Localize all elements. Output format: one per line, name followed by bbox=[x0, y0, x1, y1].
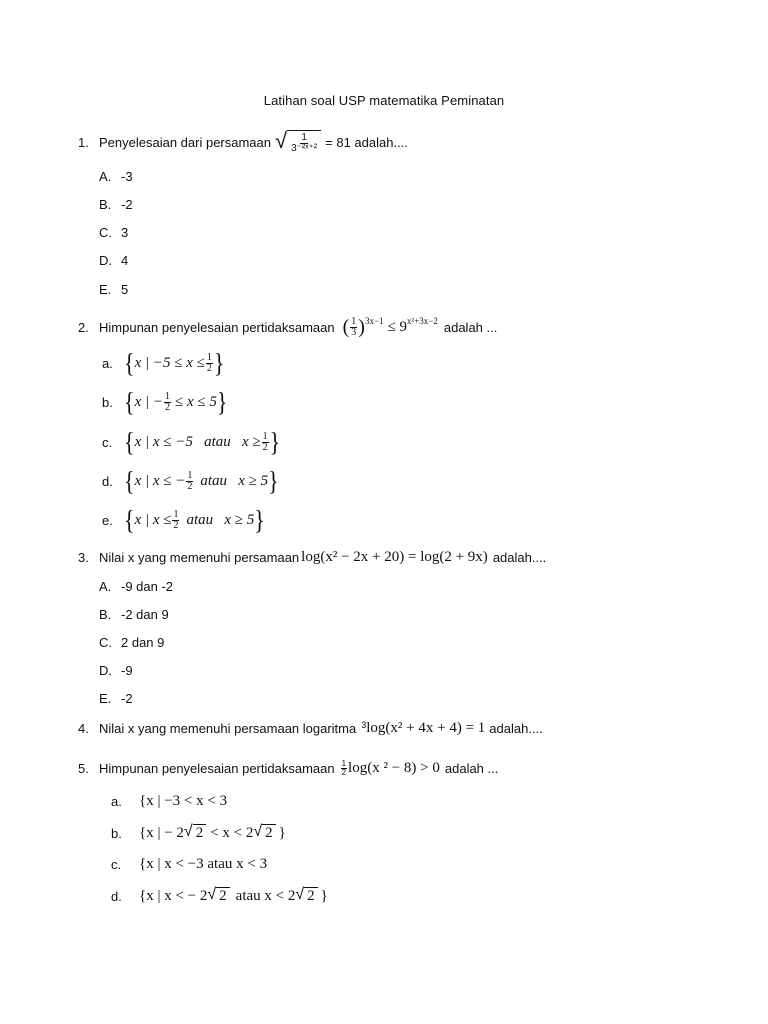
option-3e: E. -2 bbox=[99, 691, 133, 706]
option-2c: c. { x | x ≤ −5 atau x ≥ $\frac{1}{2}$ } bbox=[102, 425, 281, 457]
page-title: Latihan soal USP matematika Peminatan bbox=[263, 93, 505, 108]
option-3c: C. 2 dan 9 bbox=[99, 635, 165, 650]
question-number: 2. bbox=[78, 320, 89, 335]
question-text-after: = 81 adalah.... bbox=[325, 134, 408, 150]
option-1d: D. 4 bbox=[99, 253, 129, 268]
question-number: 3. bbox=[78, 550, 89, 565]
option-1c: C. 3 bbox=[99, 225, 129, 240]
fraction-numerator: 1 bbox=[301, 132, 307, 143]
question-number: 5. bbox=[78, 761, 89, 776]
question-5: 5. Himpunan penyelesaian pertidaksamaan $\frac{1}{2}$ log(x ² − 8) > 0 adalah ... bbox=[78, 759, 499, 777]
question-number: 1. bbox=[78, 134, 89, 150]
question-2: 2. Himpunan penyelesaian pertidaksamaan ( $\frac{1}{3}$ ) $^{3x-1}$ ≤ 9 $^{x^2+3x-2}$ adalah ... bbox=[78, 316, 498, 338]
option-2e: e. { x | x ≤ $\frac{1}{2}$ atau x ≥ 5 } bbox=[102, 503, 265, 535]
option-5d: d. {x | x < − 2 √ 2 atau x < 2 √ 2 } bbox=[111, 886, 328, 904]
option-5a: a. {x | −3 < x < 3 bbox=[111, 793, 228, 809]
inequality-expression: ( $\frac{1}{3}$ ) $^{3x-1}$ ≤ 9 $^{x^2+3x-2}$ bbox=[342, 316, 438, 338]
option-3a: A. -9 dan -2 bbox=[99, 579, 174, 594]
question-number: 4. bbox=[78, 721, 89, 736]
option-2b: b. { x | − $\frac{1}{2}$ ≤ x ≤ 5 } bbox=[102, 385, 228, 417]
question-4: 4. Nilai x yang memenuhi persamaan logaritma $^3$ log(x² + 4x + 4) = 1 adalah.... bbox=[78, 720, 543, 736]
question-text: Himpunan penyelesaian pertidaksamaan bbox=[99, 320, 335, 335]
question-text: Penyelesaian dari persamaan bbox=[99, 134, 271, 150]
radical-sign: √ bbox=[275, 128, 288, 153]
log-equation: log(x² − 2x + 20) = log(2 + 9x) bbox=[301, 549, 488, 565]
option-3b: B. -2 dan 9 bbox=[99, 607, 169, 622]
option-1e: E. 5 bbox=[99, 282, 129, 297]
log-inequality: log(x ² − 8) > 0 bbox=[348, 760, 440, 776]
sqrt-expression bbox=[275, 130, 321, 154]
option-5c: c. {x | x < −3 atau x < 3 bbox=[111, 856, 268, 872]
option-1a: A. -3 bbox=[99, 169, 133, 184]
option-3d: D. -9 bbox=[99, 663, 133, 678]
option-1b: B. -2 bbox=[99, 197, 133, 212]
fraction-denominator: 3⁻²ˣ⁺² bbox=[291, 143, 318, 154]
question-3: 3. Nilai x yang memenuhi persamaan log(x² − 2x + 20) = log(2 + 9x) adalah.... bbox=[78, 549, 547, 565]
option-5b: b. {x | − 2 √ 2 < x < 2 √ 2 } bbox=[111, 823, 286, 841]
log-base: $\frac{1}{2}$ bbox=[341, 759, 347, 777]
log-equation: log(x² + 4x + 4) = 1 bbox=[366, 720, 486, 736]
option-2a: a. { x | −5 ≤ x ≤ $\frac{1}{2}$ } bbox=[102, 346, 225, 378]
option-2d: d. { x | x ≤ − $\frac{1}{2}$ atau x ≥ 5 } bbox=[102, 464, 279, 496]
question-1 bbox=[78, 130, 408, 154]
